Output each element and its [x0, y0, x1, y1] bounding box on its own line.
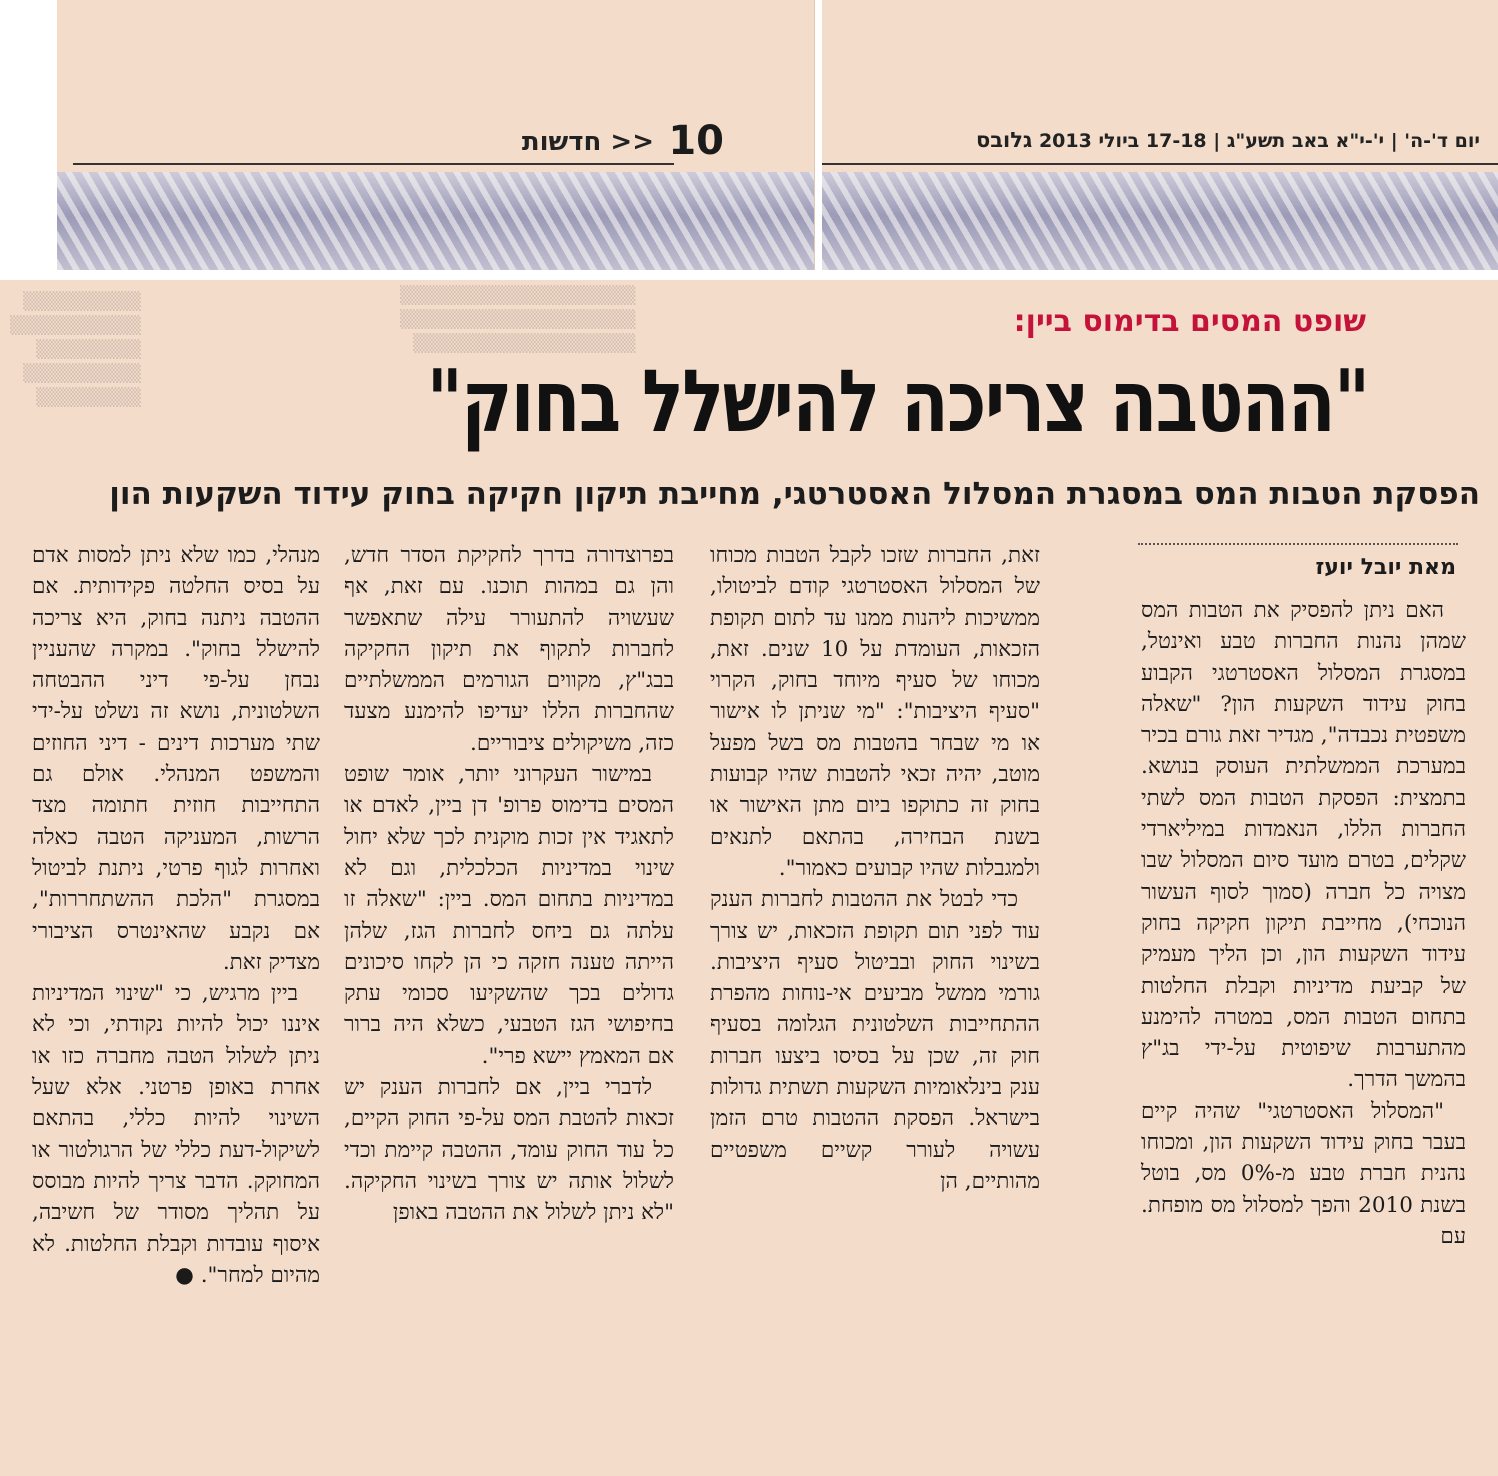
right-page-header-clip [822, 0, 1498, 270]
header-rule [822, 163, 1498, 165]
article-column-4 [32, 540, 320, 1365]
article-headline: "ההטבה צריכה להישלל בחוק" [426, 352, 1368, 452]
paragraph: במישור העקרוני יותר, אומר שופט המסים בדימוס פרופ' דן ביין, לאדם או לתאגיד אין זכות מוקנית לכך שלא יחול שינוי במדיניות הכלכלית, וגם לא במדיניות בתחום המס. ביין: "שאלה זו עלתה גם ביחס לחברות הגז, שלהן הייתה טענה חזקה כי הן לקחו סיכונים גדולים בכך שהשקיעו סכומי עתק בחיפושי הגז הטבעי, כשלא היה ברור אם המאמץ יישא פרי". [344, 762, 674, 1069]
paragraph: בפרוצדורה בדרך לחקיקת הסדר חדש, והן גם במהות תוכנו. עם זאת, אף שעשויה להתעורר עילה שתאפשר לחברות לתקוף את תיקון החקיקה בבג"ץ, מקווים הגורמים הממשלתיים שהחברות הללו יעדיפו להימנע מצעד כזה, משיקולים ציבוריים. [344, 543, 674, 756]
article-byline: מאת יובל יועז [1315, 555, 1456, 580]
left-page-header-clip [57, 0, 815, 270]
paragraph: ביין מרגיש, כי "שינוי המדיניות איננו יכול להיות נקודתי, וכי לא ניתן לשלול הטבה מחברה כזו או אחרת באופן פרטני. אלא שעל השינוי להיות כללי, בהתאם לשיקול-דעת כללי של הרגולטור או המחוקק. הדבר צריך להיות מבוסס על תהליך מסודר של חשיבה, איסוף עובדות וקבלת החלטות. לא מהיום למחר". ● [32, 981, 320, 1288]
paragraph: האם ניתן להפסיק את הטבות המס שמהן נהנות החברות טבע ואינטל, במסגרת המסלול האסטרטגי הקבוע בחוק עידוד השקעות הון? "שאלה משפטית נכבדה", מגדיר זאת גורם בכיר במערכת הממשלתית העוסק בנושא. בתמצית: הפסקת הטבות המס לשתי החברות הללו, הנאמדות במיליארדי שקלים, בטרם מועד סיום המסלול שבו מצויה כל חברה (סמוך לסוף העשור הנוכחי), מחייבת תיקון חקיקה בחוק עידוד השקעות הון, וכן הליך מעמיק של קביעת מדיניות וקבלת החלטות בתחום הטבות המס, במטרה להימנע מהתערבות שיפוטית על-ידי בג"ץ בהמשך הדרך. [1141, 598, 1466, 1093]
header-banner-graphic [57, 172, 814, 270]
section-name: << חדשות [521, 127, 654, 157]
bleed-through-text: ▒▒▒▒▒▒▒▒▒ ▒▒▒▒▒▒▒▒▒▒ ▒▒▒▒▒▒▒▒ ▒▒▒▒▒▒▒▒▒ ▒▒▒▒▒▒▒▒ [10, 292, 141, 408]
page-number: 10 [668, 118, 724, 164]
paragraph: לדברי ביין, אם לחברות הענק יש זכאות להטבת המס על-פי החוק הקיים, כל עוד החוק עומד, ההטבה קיימת וכדי לשלול אותה יש צורך בשינוי החקיקה. "לא ניתן לשלול את ההטבה באופן [344, 1075, 674, 1226]
date-line [976, 128, 1480, 152]
paragraph: "המסלול האסטרטגי" שהיה קיים בעבר בחוק עידוד השקעות הון, ומכוחו נהנית חברת טבע מ-0% מס, בוטל בשנת 2010 והפך למסלול מס מופחת. עם [1141, 1098, 1466, 1249]
article-subheadline: הפסקת הטבות המס במסגרת המסלול האסטרטגי, מחייבת תיקון חקיקה בחוק עידוד השקעות הון [109, 476, 1480, 512]
header-banner-graphic [822, 172, 1498, 270]
article-column-1 [1141, 595, 1466, 1365]
paragraph: כדי לבטל את ההטבות לחברות הענק עוד לפני תום תקופת הזכאות, יש צורך בשינוי החוק ובביטול סעיף היציבות. גורמי ממשל מביעים אי-נוחות מהפרת ההתחייבות השלטונית הגלומה בסעיף חוק זה, שכן על בסיסו ביצעו חברות ענק בינלאומיות השקעות תשתית גדולות בישראל. הפסקת ההטבות טרם הזמן עשויה לעורר קשיים משפטיים מהותיים, הן [710, 887, 1040, 1194]
article-column-2 [710, 540, 1040, 1365]
paragraph: זאת, החברות שזכו לקבל הטבות מכוחו של המסלול האסטרטגי קודם לביטולו, ממשיכות ליהנות ממנו עד לתום תקופת הזכאות, העומדת על 10 שנים. זאת, מכוחו של סעיף מיוחד בחוק, הקרוי "סעיף היציבות": "מי שניתן לו אישור או מי שבחר בהטבות מס בשל מפעל מוטב, יהיה זכאי להטבות שהיו קבועות בחוק זה כתוקפו ביום מתן האישור או בשנת הבחירה, בהתאם לתנאים ולמגבלות שהיו קבועים כאמור". [710, 543, 1040, 881]
article-column-3 [344, 540, 674, 1365]
bleed-through-text: ▒▒▒▒▒▒▒▒▒▒▒▒▒▒▒▒▒▒ ▒▒▒▒▒▒▒▒▒▒▒▒▒▒▒▒▒▒ ▒▒▒▒▒▒▒▒▒▒▒▒▒▒▒▒▒ [400, 286, 636, 354]
issue-date: יום ד'-ה' | י'-י"א באב תשע"ג | 17-18 ביולי 2013 [1038, 130, 1480, 152]
article-kicker: שופט המסים בדימוס ביין: [1013, 304, 1366, 339]
header-rule [73, 163, 674, 165]
newspaper-brand: גלובס [975, 128, 1033, 152]
byline-divider [1138, 543, 1458, 545]
paragraph: מנהלי, כמו שלא ניתן למסות אדם על בסיס החלטה פקידותית. אם ההטבה ניתנה בחוק, היא צריכה להישלל בחוק". במקרה שהעניין נבחן על-פי דיני ההבטחה השלטונית, נושא זה נשלט על-ידי שתי מערכות דינים - דיני החוזים והמשפט המנהלי. אולם גם התחייבות חוזית חתומה מצד הרשות, המעניקה הטבה כאלה ואחרות לגוף פרטי, ניתנת לביטול במסגרת "הלכת ההשתחררות", אם נקבע שהאינטרס הציבורי מצדיק זאת. [32, 543, 320, 975]
